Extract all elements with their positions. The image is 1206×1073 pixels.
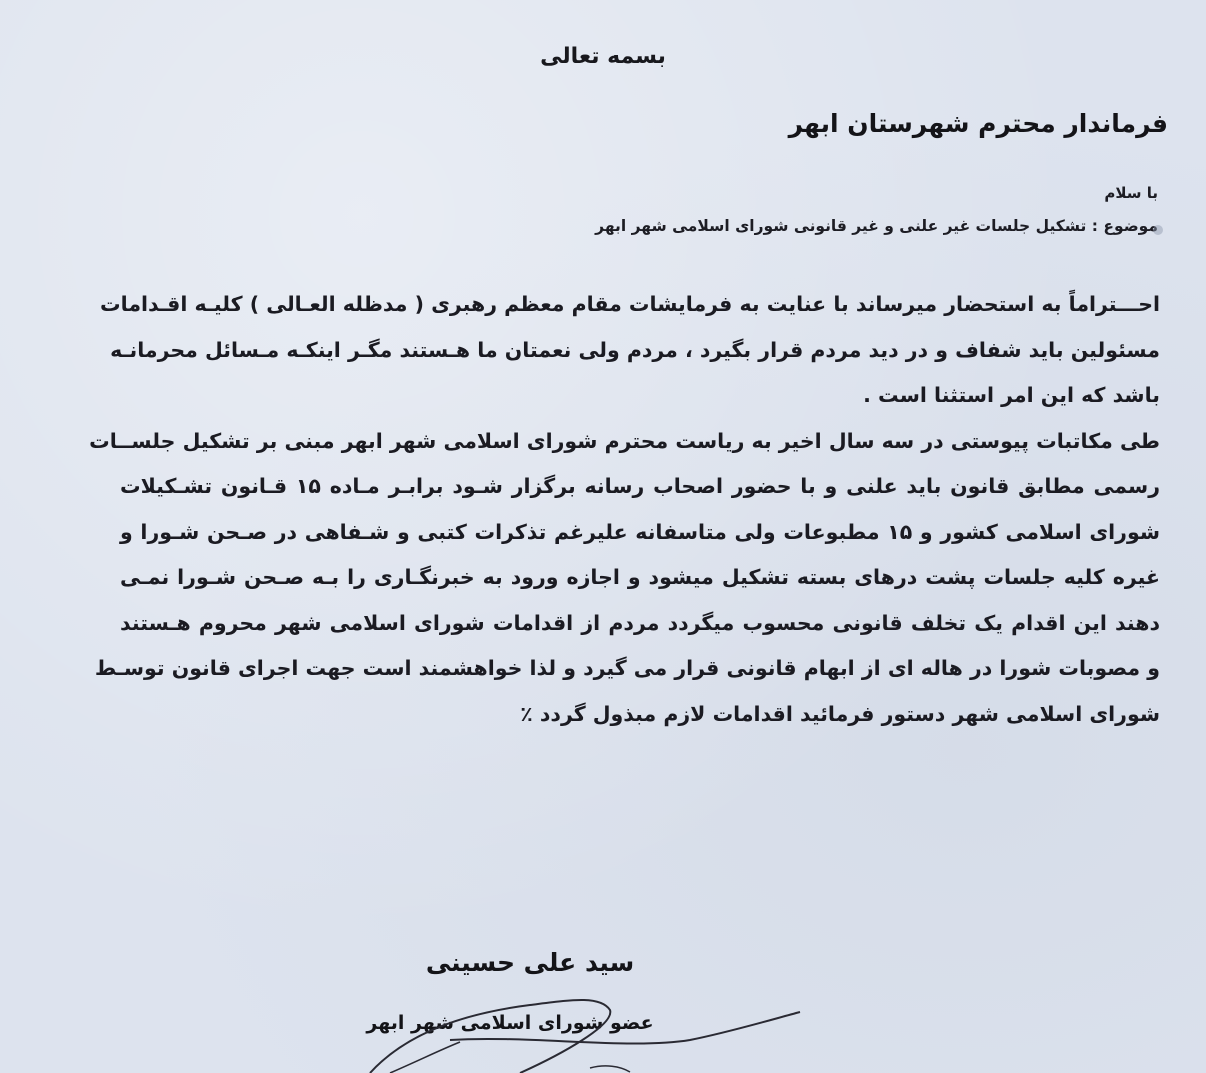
subject-text: تشکیل جلسات غیر علنی و غیر قانونی شورای اسلامی شهر ابهر <box>595 217 1087 235</box>
body-line: باشد که این امر استثنا است . <box>863 383 1160 407</box>
letter-heading: بسمه تعالی <box>540 44 666 69</box>
letter-body <box>89 282 1160 737</box>
body-line: طی مکاتبات پیوستی در سه سال اخیر به ریاست محترم شورای اسلامی شهر ابهر مبنی بر تشکیل جلســات <box>89 428 1160 453</box>
body-line: شورای اسلامی شهر دستور فرمائید اقدامات لازم مبذول گردد ٪ <box>520 701 1160 726</box>
body-line: رسمی مطابق قانون باید علنی و با حضور اصحاب رسانه برگزار شـود برابـر مـاده ۱۵ قـانون تشـکیلات <box>120 474 1160 498</box>
addressee: فرماندار محترم شهرستان ابهر <box>788 109 1168 138</box>
body-line: دهند این اقدام یک تخلف قانونی محسوب میگردد مردم از اقدامات شورای اسلامی شهر محروم هـستند <box>120 610 1160 635</box>
body-line: و مصوبات شورا در هاله ای از ابهام قانونی قرار می گیرد و لذا خواهشمند است جهت اجرای قانون توسـط <box>94 656 1160 680</box>
body-line: شورای اسلامی کشور و ۱۵ مطبوعات ولی متاسفانه علیرغم تذکرات کتبی و شـفاهی در صـحن شـورا و <box>120 519 1160 544</box>
body-line: مسئولین باید شفاف و در دید مردم قرار بگیرد ، مردم ولی نعمتان ما هـستند مگـر اینکـه مـسائل محرمانـه <box>110 337 1160 362</box>
subject <box>458 212 1158 240</box>
body-line: غیره کلیه جلسات پشت درهای بسته تشکیل میشود و اجازه ورود به خبرنگـاری را بـه صـحن شـورا نمـی <box>120 565 1160 589</box>
signer-title: عضو شورای اسلامی شهر ابهر <box>366 1012 654 1034</box>
signer-name: سید علی حسینی <box>425 948 635 977</box>
subject-label: موضوع : <box>1091 217 1158 235</box>
body-line: احـــتراماً به استحضار میرساند با عنایت به فرمایشات مقام معظم رهبری ( مدظله العـالی ) کلیـه اقـدامات <box>100 292 1160 316</box>
paper-smudge <box>1153 225 1163 235</box>
greeting: با سلام <box>1104 184 1158 202</box>
